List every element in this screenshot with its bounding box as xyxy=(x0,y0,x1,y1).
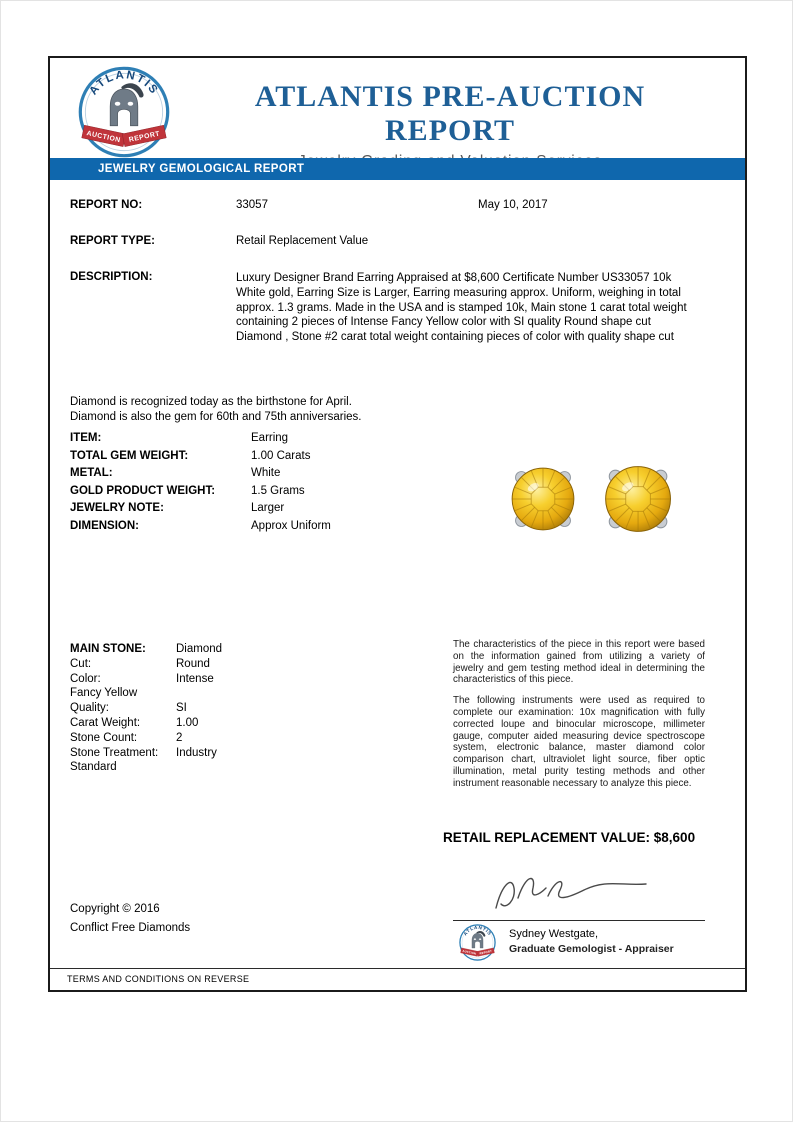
signer-title: Graduate Gemologist - Appraiser xyxy=(509,943,674,955)
main-stone-value: 1.00 xyxy=(176,716,199,729)
report-no-value: 33057 xyxy=(236,199,268,211)
note-line: Diamond is recognized today as the birthstone for April. xyxy=(70,396,352,408)
note-line: Diamond is also the gem for 60th and 75th anniversaries. xyxy=(70,411,362,423)
main-stone-row xyxy=(70,746,228,776)
main-stone-label: Color: xyxy=(70,672,101,685)
main-stone-row xyxy=(70,716,228,731)
methodology-disclaimer xyxy=(453,639,705,790)
main-stone-details xyxy=(70,642,228,775)
report-no-label: REPORT NO: xyxy=(70,199,143,211)
report-type-value: Retail Replacement Value xyxy=(236,235,369,247)
atlantis-logo xyxy=(78,66,170,158)
earring-right xyxy=(606,467,671,532)
description-text: Luxury Designer Brand Earring Appraised at $8,600 Certificate Number US33057 10k White gold, Earring Size is Larger, Earring measuring approx. Uniform, weighing in total approx. 1.3 grams. Made in the USA and is stamped 10k, Main stone 1 carat total weight containing 2 pieces of Intense Fancy Yellow color with SI quality Round shape cut Diamond , Stone #2 carat total weight containing pieces of color with quality shape cut xyxy=(236,272,687,344)
detail-row xyxy=(70,432,490,450)
detail-value: White xyxy=(251,467,281,480)
item-details xyxy=(70,432,490,538)
birthstone-notes xyxy=(70,395,362,425)
report-date: May 10, 2017 xyxy=(478,199,548,211)
detail-label: DIMENSION: xyxy=(70,519,139,532)
main-stone-label: Quality: xyxy=(70,702,109,715)
main-stone-label: Carat Weight: xyxy=(70,716,141,729)
main-stone-row xyxy=(70,731,228,746)
main-stone-row xyxy=(70,657,228,672)
retail-replacement-value xyxy=(443,830,695,845)
detail-value: Larger xyxy=(251,502,285,515)
main-stone-value: Industry Standard xyxy=(70,746,217,774)
section-band xyxy=(50,158,745,180)
main-stone-value: Diamond xyxy=(176,643,223,655)
main-stone-label: Cut: xyxy=(70,657,92,670)
detail-row xyxy=(70,520,490,538)
earrings-photo xyxy=(488,450,696,548)
detail-label: TOTAL GEM WEIGHT: xyxy=(70,449,189,462)
detail-label: ITEM: xyxy=(70,432,102,444)
main-stone-value: Intense Fancy Yellow xyxy=(70,672,214,700)
detail-value: Earring xyxy=(251,432,289,444)
report-title: ATLANTIS PRE-AUCTION REPORT xyxy=(254,80,646,147)
retail-value-amount: $8,600 xyxy=(653,830,696,845)
earring-left xyxy=(512,468,574,530)
main-stone-row xyxy=(70,672,228,702)
terms-text: TERMS AND CONDITIONS ON REVERSE xyxy=(67,974,250,984)
band-label: JEWELRY GEMOLOGICAL REPORT xyxy=(98,163,305,175)
retail-value-label: RETAIL REPLACEMENT VALUE: xyxy=(443,830,651,845)
main-stone-value: SI xyxy=(176,702,187,715)
main-stone-value: 2 xyxy=(176,731,183,744)
detail-value: 1.00 Carats xyxy=(251,449,311,462)
main-stone-row xyxy=(70,642,228,657)
detail-label: GOLD PRODUCT WEIGHT: xyxy=(70,484,216,497)
detail-value: Approx Uniform xyxy=(251,519,331,532)
signature-line xyxy=(453,920,705,921)
report-type-label: REPORT TYPE: xyxy=(70,235,155,247)
main-stone-label: MAIN STONE: xyxy=(70,643,146,655)
detail-row xyxy=(70,485,490,503)
detail-label: JEWELRY NOTE: xyxy=(70,502,164,515)
copyright-text: Copyright © 2016 xyxy=(70,903,160,915)
certificate-sheet xyxy=(48,56,747,992)
signature xyxy=(488,866,658,918)
main-stone-label: Stone Count: xyxy=(70,731,138,744)
description-label: DESCRIPTION: xyxy=(70,271,153,283)
main-stone-row xyxy=(70,701,228,716)
detail-row xyxy=(70,502,490,520)
detail-value: 1.5 Grams xyxy=(251,484,305,497)
terms-bar xyxy=(50,968,745,990)
detail-label: METAL: xyxy=(70,467,113,480)
detail-row xyxy=(70,450,490,468)
disclaimer-paragraph: The characteristics of the piece in this report were based on the information gained from utilizing a variety of jewelry and gem testing method ideal in determining the characteristics of this piece. xyxy=(453,639,705,686)
detail-row xyxy=(70,467,490,485)
conflict-free-text: Conflict Free Diamonds xyxy=(70,922,191,934)
signer-name: Sydney Westgate, xyxy=(509,928,599,940)
main-stone-value: Round xyxy=(176,657,210,670)
disclaimer-paragraph: The following instruments were used as required to complete our examination: 10x magnification with fully corrected loupe and binocular microscope, millimeter gauge, computer aided measuring device spectroscope system, electronic balance, master diamond color comparison chart, ultraviolet light source, fiber optic illumination, metal purity testing methods and other instrument reasonable necessary to analyze this piece. xyxy=(453,695,705,789)
main-stone-label: Stone Treatment: xyxy=(70,746,159,759)
atlantis-logo-small xyxy=(459,924,496,961)
